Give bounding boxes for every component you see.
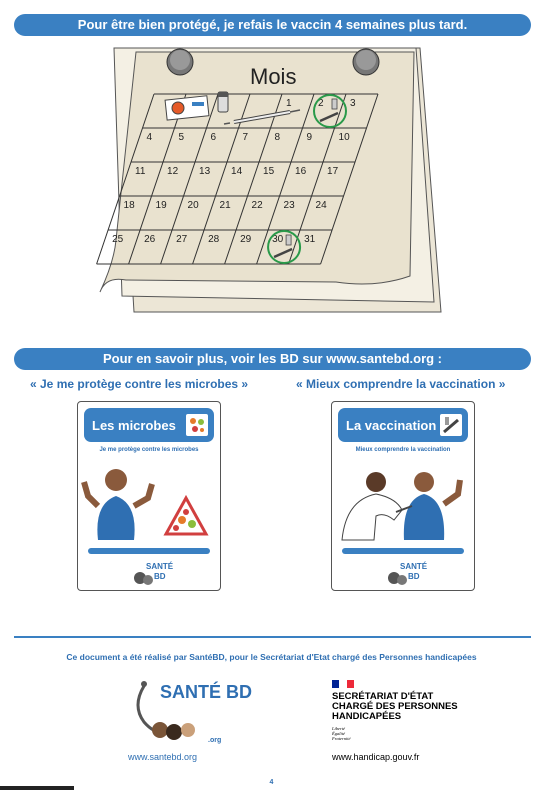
gov-title-line1: SECRÉTARIAT D'ÉTAT bbox=[332, 691, 434, 702]
intro-banner: Pour être bien protégé, je refais le vaccin 4 semaines plus tard. bbox=[14, 14, 531, 36]
calendar-day: 4 bbox=[146, 132, 153, 143]
card-bar bbox=[88, 548, 210, 554]
credit-line: Ce document a été réalisé par SantéBD, pour le Secrétariat d'Etat chargé des Personnes handicapées bbox=[66, 652, 477, 662]
calendar-day: 26 bbox=[144, 234, 156, 245]
calendar-day: 12 bbox=[167, 166, 179, 177]
svg-text:SANTÉ: SANTÉ bbox=[400, 562, 428, 571]
calendar-day: 25 bbox=[112, 234, 124, 245]
gov-motto-egalite: Égalité bbox=[332, 731, 345, 736]
card-title: Les microbes bbox=[92, 418, 176, 433]
calendar-illustration bbox=[96, 44, 441, 319]
calendar-day: 24 bbox=[315, 200, 327, 211]
calendar-day: 30 bbox=[272, 234, 284, 245]
calendar-day: 3 bbox=[350, 98, 356, 109]
divider bbox=[14, 636, 531, 638]
bd-card-microbes[interactable] bbox=[77, 401, 221, 591]
santebd-logo[interactable] bbox=[130, 676, 253, 748]
calendar-day: 1 bbox=[286, 98, 292, 109]
calendar-day: 31 bbox=[304, 234, 316, 245]
gov-motto-fraternite: Fraternité bbox=[332, 736, 351, 741]
card-bar bbox=[342, 548, 464, 554]
calendar-day: 7 bbox=[242, 132, 249, 143]
calendar-title: Mois bbox=[250, 64, 297, 89]
card-subtitle: Mieux comprendre la vaccination bbox=[355, 447, 451, 453]
calendar-day: 11 bbox=[135, 166, 146, 177]
nurse-vaccinating-illustration bbox=[336, 460, 470, 542]
svg-text:SANTÉ BD: SANTÉ BD bbox=[160, 682, 253, 702]
calendar-day: 22 bbox=[251, 200, 263, 211]
calendar-day: 9 bbox=[306, 132, 313, 143]
card-header bbox=[338, 408, 468, 442]
microbes-icon bbox=[186, 414, 208, 436]
gov-url[interactable]: www.handicap.gouv.fr bbox=[332, 752, 420, 762]
calendar-day: 28 bbox=[208, 234, 220, 245]
santebd-url[interactable]: www.santebd.org bbox=[128, 752, 198, 762]
calendar-day: 5 bbox=[178, 132, 185, 143]
calendar-day: 13 bbox=[199, 166, 211, 177]
card-caption-microbes: « Je me protège contre les microbes » bbox=[30, 377, 249, 391]
french-flag-icon bbox=[332, 680, 354, 688]
calendar-day: 2 bbox=[318, 98, 324, 109]
svg-text:SANTÉ: SANTÉ bbox=[146, 562, 174, 571]
calendar-day: 29 bbox=[240, 234, 252, 245]
person-thumbs-up-illustration bbox=[82, 460, 216, 542]
gov-title-line2: CHARGÉ DES PERSONNES bbox=[332, 701, 458, 712]
vial-icon bbox=[218, 92, 228, 112]
card-header bbox=[84, 408, 214, 442]
syringe-icon bbox=[440, 414, 462, 436]
card-caption-vaccination: « Mieux comprendre la vaccination » bbox=[296, 377, 506, 391]
vaccine-box-icon bbox=[165, 96, 209, 120]
svg-text:BD: BD bbox=[408, 572, 420, 581]
santebd-logo bbox=[128, 558, 172, 588]
santebd-logo bbox=[382, 558, 426, 588]
calendar-day: 20 bbox=[187, 200, 199, 211]
svg-text:.org: .org bbox=[208, 737, 222, 744]
calendar-day: 8 bbox=[274, 132, 281, 143]
vial-icon bbox=[332, 99, 337, 109]
more-info-banner: Pour en savoir plus, voir les BD sur www.santebd.org : bbox=[14, 348, 531, 370]
calendar-day: 14 bbox=[231, 166, 243, 177]
gov-title-line3: HANDICAPÉES bbox=[332, 711, 402, 722]
card-subtitle: Je me protège contre les microbes bbox=[99, 447, 199, 453]
calendar-day: 17 bbox=[327, 166, 339, 177]
calendar-day: 16 bbox=[295, 166, 307, 177]
card-title: La vaccination bbox=[346, 418, 437, 433]
calendar-day: 23 bbox=[283, 200, 295, 211]
calendar-day: 10 bbox=[338, 132, 350, 143]
calendar-day: 19 bbox=[155, 200, 167, 211]
calendar-day: 21 bbox=[219, 200, 231, 211]
calendar-day: 15 bbox=[263, 166, 275, 177]
calendar-day: 27 bbox=[176, 234, 188, 245]
calendar-day: 6 bbox=[210, 132, 217, 143]
vial-icon bbox=[286, 235, 291, 245]
gov-motto-liberte: Liberté bbox=[332, 726, 345, 731]
svg-text:BD: BD bbox=[154, 572, 166, 581]
corner-mark bbox=[0, 786, 74, 790]
bd-card-vaccination[interactable] bbox=[331, 401, 475, 591]
page-number: 4 bbox=[269, 779, 274, 786]
calendar-day: 18 bbox=[123, 200, 135, 211]
